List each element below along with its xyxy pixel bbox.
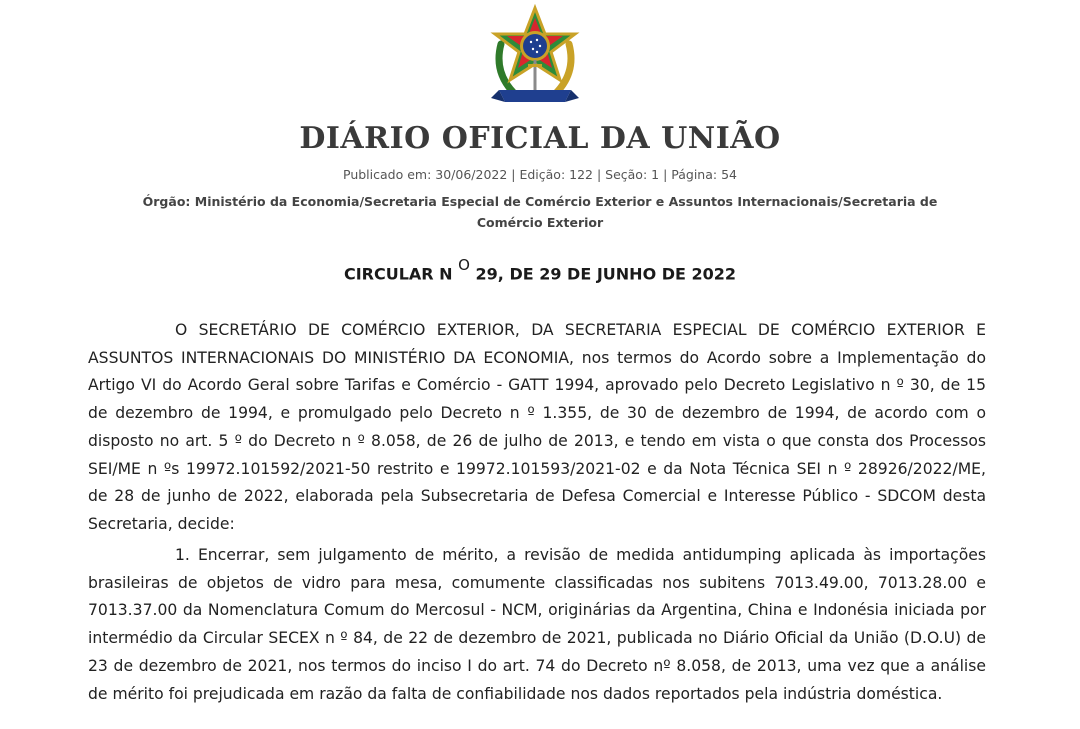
- coat-of-arms-icon: [487, 4, 583, 110]
- publication-info: Publicado em: 30/06/2022 | Edição: 122 | Seção: 1 | Página: 54: [343, 167, 737, 182]
- issuing-body: Órgão: Ministério da Economia/Secretaria Especial de Comércio Exterior e Assuntos Internacionais/Secretaria de Comércio Exterior: [142, 194, 938, 230]
- circular-title: [0, 256, 1080, 284]
- article-1-paragraph: 1. Encerrar, sem julgamento de mérito, a revisão de medida antidumping aplicada às importações brasileiras de objetos de vidro para mesa, comumente classificadas nos subitens 7013.49.00, 7013.28.00 e 7013.37.00 da Nomenclatura Comum do Mercosul - NCM, originárias da Argentina, China e Indonésia iniciada por intermédio da Circular SECEX n º 84, de 22 de dezembro de 2021, publicada no Diário Oficial da União (D.O.U) de 23 de dezembro de 2021, nos termos do inciso I do art. 74 do Decreto nº 8.058, de 2013, uma vez que a análise de mérito foi prejudicada em razão da falta de confiabilidade nos dados reportados pela indústria doméstica.: [88, 546, 986, 703]
- circular-title-ordinal: O: [458, 256, 470, 274]
- circular-title-prefix: CIRCULAR N: [343, 264, 453, 284]
- preamble-paragraph: O SECRETÁRIO DE COMÉRCIO EXTERIOR, DA SECRETARIA ESPECIAL DE COMÉRCIO EXTERIOR E ASSUNTOS INTERNACIONAIS DO MINISTÉRIO DA ECONOMIA, nos termos do Acordo sobre a Implementação do Artigo VI do Acordo Geral sobre Tarifas e Comércio - GATT 1994, aprovado pelo Decreto Legislativo n º 30, de 15 de dezembro de 1994, e promulgado pelo Decreto n º 1.355, de 30 de dezembro de 1994, de acordo com o disposto no art. 5 º do Decreto n º 8.058, de 26 de julho de 2013, e tendo em vista o que consta dos Processos SEI/ME n ºs 19972.101592/2021-50 restrito e 19972.101593/2021-02 e da Nota Técnica SEI n º 28926/2022/ME, de 28 de junho de 2022, elaborada pela Subsecretaria de Defesa Comercial e Interesse Público - SDCOM desta Secretaria, decide:: [88, 321, 986, 533]
- circular-title-suffix: 29, DE 29 DE JUNHO DE 2022: [469, 264, 737, 284]
- gazette-title: DIÁRIO OFICIAL DA UNIÃO: [299, 121, 781, 156]
